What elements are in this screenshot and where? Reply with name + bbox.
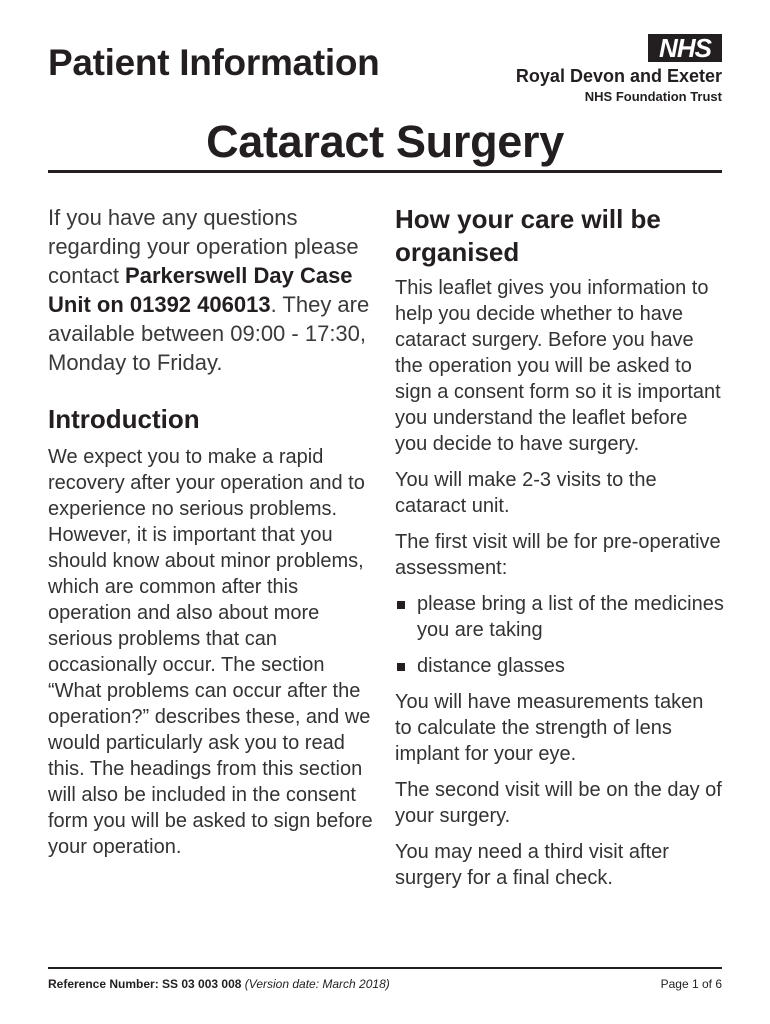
bullet-square-icon: [397, 663, 405, 671]
care-para-1: This leaflet gives you information to help you decide whether to have cataract surgery. Before you have the operation you will be asked to sign a consent form so it is important you understand the leaflet before you decide to have surgery.: [395, 277, 721, 455]
contact-paragraph: [48, 203, 378, 377]
trust-subtitle: NHS Foundation Trust: [584, 89, 722, 104]
footer-reference: [48, 977, 390, 991]
list-item: distance glasses: [395, 653, 725, 679]
left-column: [48, 203, 378, 860]
care-para-6: You may need a third visit after surgery for a final check.: [395, 841, 669, 889]
reference-number: Reference Number: SS 03 003 008: [48, 977, 242, 991]
trust-name: Royal Devon and Exeter: [515, 66, 722, 86]
care-para-2: You will make 2-3 visits to the cataract unit.: [395, 469, 657, 517]
care-para-3: The first visit will be for pre-operative assessment:: [395, 531, 721, 579]
list-item: please bring a list of the medicines you are taking: [395, 591, 725, 643]
assessment-list: [395, 591, 725, 679]
version-date: (Version date: March 2018): [244, 977, 390, 991]
bullet-square-icon: [397, 601, 405, 609]
page-number: Page 1 of 6: [660, 977, 722, 991]
contact-outro: . They are available between 09:00 - 17:30, Monday to Friday.: [48, 292, 370, 375]
introduction-text: We expect you to make a rapid recovery after your operation and to experience no serious problems. However, it is important that you should know about minor problems, which are common after this operation and also about more serious problems that can occasionally occur. The section “What problems can occur after the operation?” describes these, and we would particularly ask you to read this. The headings from this section will also be included in the consent form you will be asked to sign before your operation.: [48, 446, 373, 858]
document-title: Cataract Surgery: [206, 116, 564, 167]
nhs-logo: NHS: [648, 34, 722, 62]
care-para-4: You will have measurements taken to calculate the strength of lens implant for your eye.: [395, 691, 704, 765]
title-divider: [48, 170, 722, 173]
contact-phone: Parkerswell Day Case Unit on 01392 406013: [48, 263, 353, 317]
right-column: [395, 203, 725, 891]
care-heading: How your care will be organised: [395, 204, 661, 267]
introduction-heading: Introduction: [48, 404, 200, 434]
page-title: Patient Information: [48, 42, 380, 83]
contact-intro: If you have any questions regarding your operation please contact: [48, 205, 359, 288]
care-para-5: The second visit will be on the day of your surgery.: [395, 779, 722, 827]
footer-divider: [48, 967, 722, 969]
